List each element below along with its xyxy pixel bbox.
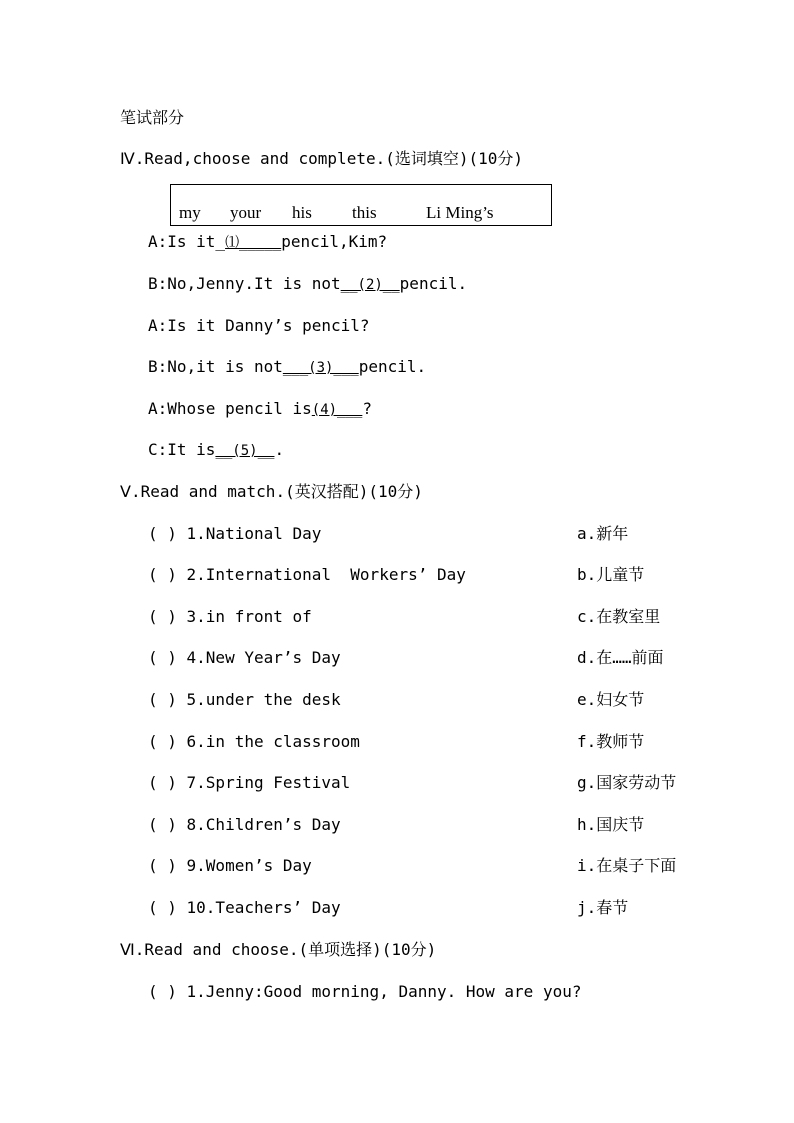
match-item-left: ( ) 8.Children’s Day [148,815,341,834]
match-item-left: ( ) 1.National Day [148,524,322,543]
section-iv-heading: Ⅳ.Read,choose and complete.(选词填空)(10分) [120,149,524,168]
question-1: ( ) 1.Jenny:Good morning, Danny. How are you? [148,982,582,1001]
dialogue-line [148,232,387,253]
match-item-left: ( ) 4.New Year’s Day [148,648,341,667]
dialogue-text: A:Is it Danny’s pencil? [148,316,370,335]
dialogue-line [148,316,370,336]
match-item-right: e.妇女节 [577,690,645,709]
match-item-right: g.国家劳动节 [577,773,677,792]
match-item-right: j.春节 [577,898,629,917]
answer-blank[interactable]: (4)___ [311,402,363,418]
dialogue-text: A:Whose pencil is [148,399,312,418]
match-item-left: ( ) 2.International Workers’ Day [148,565,466,584]
match-item-right: c.在教室里 [577,607,661,626]
word-bank-item: my [179,203,201,222]
dialogue-text: pencil,Kim? [281,232,388,251]
dialogue-line [148,399,372,420]
answer-blank[interactable]: ___(3)___ [282,360,359,376]
word-bank-item: your [230,203,262,222]
word-bank-item: Li Ming’s [426,203,494,222]
match-item-left: ( ) 6.in the classroom [148,732,360,751]
dialogue-text: pencil. [358,357,427,376]
match-item-left: ( ) 3.in front of [148,607,312,626]
section-vi-heading: Ⅵ.Read and choose.(单项选择)(10分) [120,940,437,959]
dialogue-line [148,274,467,295]
dialogue-text: B:No,it is not [148,357,283,376]
word-bank-item: this [352,203,377,222]
match-item-left: ( ) 10.Teachers’ Day [148,898,341,917]
match-item-right: h.国庆节 [577,815,645,834]
dialogue-text: B:No,Jenny.It is not [148,274,341,293]
match-item-right: i.在桌子下面 [577,856,677,875]
match-item-right: b.儿童节 [577,565,645,584]
match-item-right: d.在……前面 [577,648,664,667]
match-item-right: a.新年 [577,524,629,543]
dialogue-text: C:It is [148,440,216,459]
answer-blank[interactable]: ⑴_____ [225,235,282,251]
answer-blank[interactable]: __(5)__ [215,443,275,459]
dialogue-text: . [274,440,285,459]
match-item-left: ( ) 7.Spring Festival [148,773,351,792]
word-bank-item: his [292,203,312,222]
match-item-right: f.教师节 [577,732,645,751]
dialogue-text: ? [362,399,372,418]
section-title: 笔试部分 [120,108,185,127]
dialogue-text: A:Is it_ [148,232,226,251]
match-item-left: ( ) 9.Women’s Day [148,856,312,875]
word-bank-box [170,184,552,226]
dialogue-line [148,440,284,461]
answer-blank[interactable]: __(2)__ [340,277,400,293]
section-v-heading: Ⅴ.Read and match.(英汉搭配)(10分) [120,482,423,501]
dialogue-text: pencil. [399,274,468,293]
dialogue-line [148,357,426,378]
match-item-left: ( ) 5.under the desk [148,690,341,709]
